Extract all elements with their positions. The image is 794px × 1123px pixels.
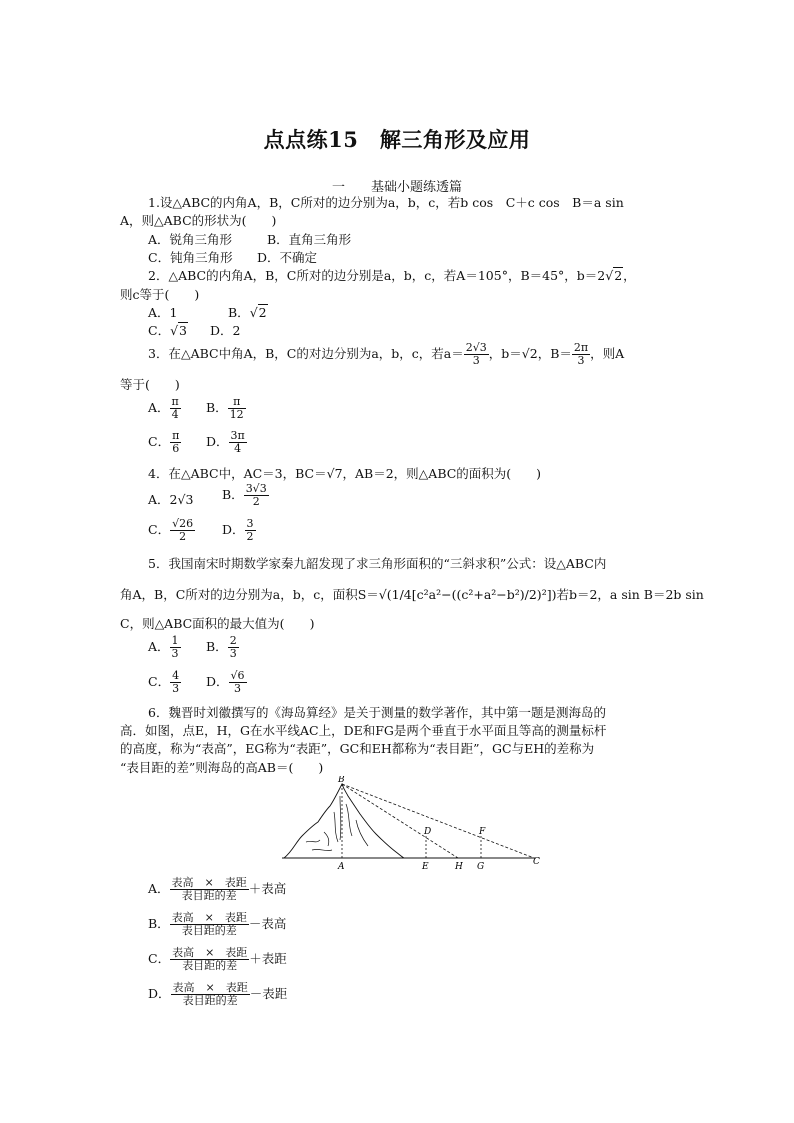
q4-option-b: B． $\frac{3√3}{2}$ [222, 482, 267, 508]
q6-line4: “表目距的差”则海岛的高AB＝( ) [120, 760, 324, 775]
page-title: 点点练15 解三角形及应用 [263, 127, 531, 152]
q1-line2: A，则△ABC的形状为( ) [120, 213, 277, 228]
label-b: B [338, 776, 345, 785]
q5-line3: C，则△ABC面积的最大值为( ) [120, 616, 315, 631]
q6-option-b: B． $\frac{\text{表高 × 表距}}{\text{表目距的差}}$ －表高 [148, 911, 287, 937]
q2-option-a: A．1 [148, 305, 178, 320]
island-outline [284, 784, 404, 858]
q2-option-c: C．√3 [148, 323, 187, 338]
q3-option-d: D． $\frac{3\pi}{4}$ [206, 429, 245, 455]
section-heading: 一 基础小题练透篇 [331, 180, 462, 195]
q4-option-d: D． $\frac{3}{2}$ [222, 517, 254, 543]
q6-option-c: C． $\frac{\text{表高 × 表距}}{\text{表目距的差}}$ ＋表距 [148, 946, 287, 972]
label-f: F [479, 827, 486, 837]
q1-option-a: A．锐角三角形 [148, 232, 233, 247]
q3-option-a: A． $\frac{\pi}{4}$ [148, 395, 179, 421]
q6-line2: 高．如图，点E，H，G在水平线AC上，DE和FG是两个垂直于水平面且等高的测量标杆 [120, 723, 607, 738]
label-h: H [455, 862, 463, 872]
q5-formula: √(1/4[c²a²−((c²+a²−b²)/2)²]) [378, 587, 557, 602]
q3-option-c: C． $\frac{\pi}{6}$ [148, 429, 180, 455]
label-c: C [533, 857, 540, 867]
q2-option-d: D．2 [210, 323, 241, 338]
q4-line1: 4．在△ABC中，AC＝3，BC＝√7，AB＝2，则△ABC的面积为( ) [148, 466, 542, 481]
q5-line2: 角A，B，C所对的边分别为a，b，c，面积S＝√(1/4[c²a²−((c²+a²−b²)/2)²])若b＝2，a sin B＝2b sin [120, 587, 704, 602]
q1-line1: 1.设△ABC的内角A，B，C所对的边分别为a，b，c，若b cos C＋c cos B＝a sin [148, 195, 624, 210]
q1-option-c: C．钝角三角形 [148, 250, 233, 265]
q5-option-c: C． $\frac{4}{3}$ [148, 669, 180, 695]
q2-line2: 则c等于( ) [120, 287, 200, 302]
label-a: A [338, 862, 345, 872]
q4-option-a: A．2√3 [148, 492, 194, 507]
q1-option-d: D．不确定 [257, 250, 318, 265]
sightline-bc [342, 784, 534, 858]
q6-line3: 的高度，称为“表高”，EG称为“表距”，GC和EH都称为“表目距”，GC与EH的差称为 [120, 741, 595, 756]
q2-option-b: B．√2 [228, 305, 267, 320]
island-diagram [270, 776, 560, 872]
q6-option-a: A． $\frac{\text{表高 × 表距}}{\text{表目距的差}}$ ＋表高 [148, 876, 287, 902]
q4-option-c: C． $\frac{√26}{2}$ [148, 517, 194, 543]
island-contours [306, 796, 368, 851]
q1-option-b: B．直角三角形 [267, 232, 352, 247]
q5-option-d: D． $\frac{√6}{3}$ [206, 669, 245, 695]
q6-option-d: D． $\frac{\text{表高 × 表距}}{\text{表目距的差}}$ －表距 [148, 981, 288, 1007]
label-d: D [424, 827, 432, 837]
label-g: G [477, 862, 485, 872]
q6-line1: 6．魏晋时刘徽撰写的《海岛算经》是关于测量的数学著作，其中第一题是测海岛的 [148, 705, 606, 720]
sightline-bh [342, 784, 458, 858]
q5-option-a: A． $\frac{1}{3}$ [148, 634, 179, 660]
q3-line1: 3．在△ABC中角A，B，C的对边分别为a，b，c，若a＝ $\frac{2√3}{3}$ ，b＝√2，B＝ $\frac{2\pi}{3}$ ，则A [148, 341, 625, 367]
q5-option-b: B． $\frac{2}{3}$ [206, 634, 237, 660]
label-e: E [422, 862, 429, 872]
q5-line1: 5．我国南宋时期数学家秦九韶发现了求三角形面积的“三斜求积”公式：设△ABC内 [148, 556, 607, 571]
q3-line2: 等于( ) [120, 377, 180, 392]
q2-line1: 2．△ABC的内角A，B，C所对的边分别是a，b，c，若A＝105°，B＝45°，b＝2√2， [148, 268, 636, 283]
q3-option-b: B． $\frac{\pi}{12}$ [206, 395, 244, 421]
